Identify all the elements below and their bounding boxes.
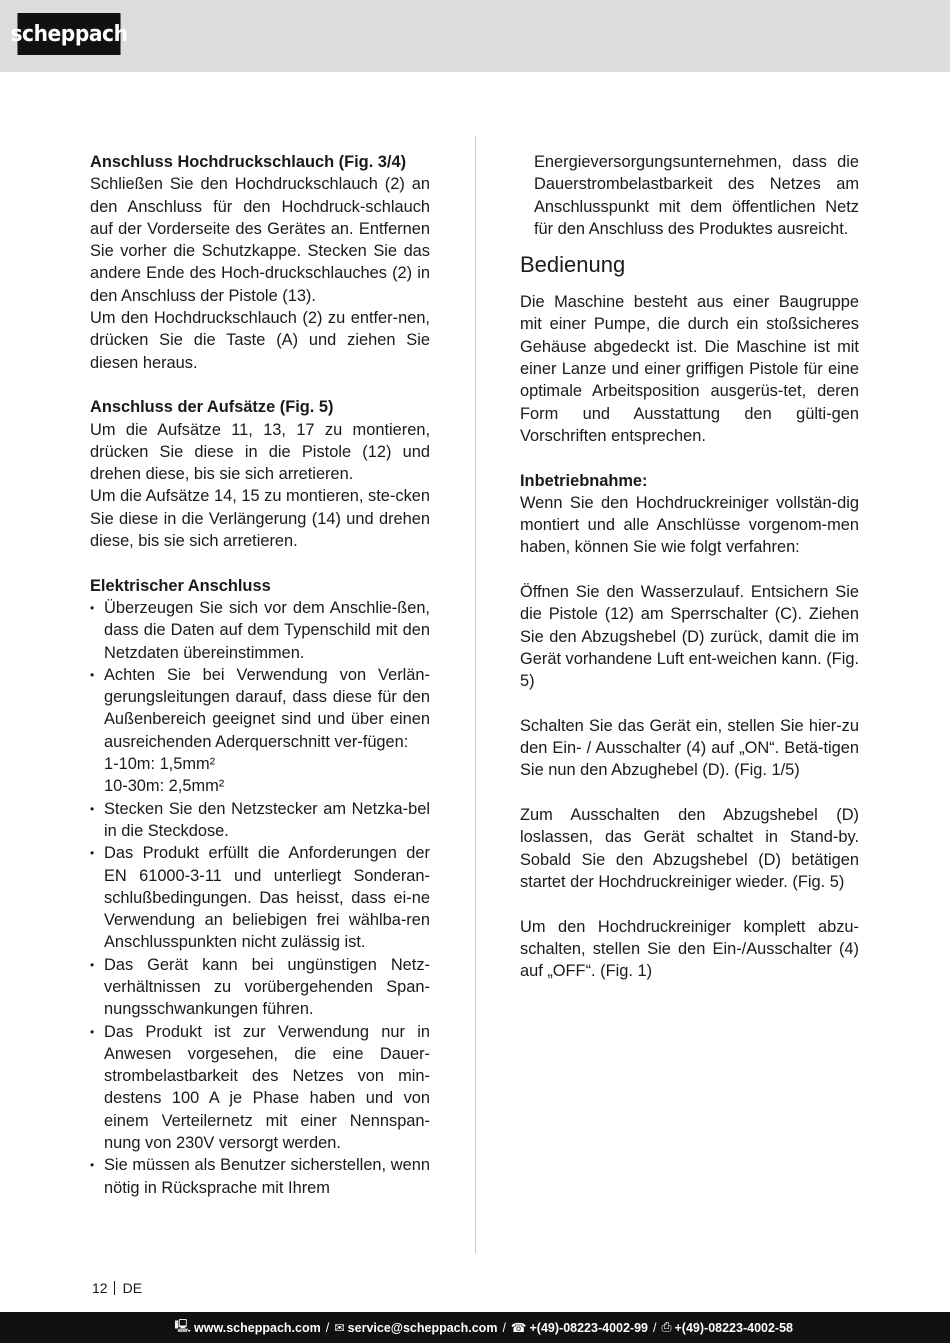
section-title-hose: Anschluss Hochdruckschlauch (Fig. 3/4) [90,153,407,171]
page-footer [92,1280,142,1296]
column-divider [475,136,476,1253]
list-item: • Sie müssen als Benutzer sicherstellen, wenn nötig in Rücksprache mit Ihrem [90,1154,430,1199]
paragraph: Öffnen Sie den Wasserzulauf. Entsichern Sie die Pistole (12) am Sperrschalter (C). Ziehen Sie den Abzugshebel (D) zurück, damit die im Gerät vorhandene Luft ent-weichen kann. (Fig. 5) [520,583,859,691]
list-item: • Das Produkt erfüllt die Anforderungen der EN 61000-3-11 und unterliegt Sonderan-schlußbedingungen. Das heisst, dass ei-ne Verwendung an beliebigen frei wählba-ren Anschlusspunkten nicht zulässig ist. [90,842,430,953]
section-title-electrical: Elektrischer Anschluss [90,576,271,595]
list-item: • Stecken Sie den Netzstecker am Netzka-bel in die Steckdose. [90,798,430,843]
phone-number: +(49)-08223-4002-99 [529,1320,648,1335]
paragraph-continued: Energieversorgungsunternehmen, dass die Dauerstrombelastbarkeit des Netzes am Anschlusspunkt mit dem öffentlichen Netz für den Anschluss des Produktes ausreicht. [534,153,859,238]
cable-spec-1: 1-10m: 1,5mm² [104,755,216,774]
fax-icon: ⎙ [661,1320,672,1334]
paragraph: Um die Aufsätze 14, 15 zu montieren, ste-cken Sie diese in die Verlängerung (14) und drehen diese, bis sie sich arretieren. [90,487,430,551]
contact-bar: 🖳 www.scheppach.com / ✉ service@scheppach.com / ☎ +(49)-08223-4002-99 / ⎙ +(49)-08223-4002-58 [0,1312,950,1343]
list-item: • Das Produkt ist zur Verwendung nur in Anwesen vorgesehen, die eine Dauer-strombelastbarkeit des Netzes von min-destens 100 A je Phase haben und von einem Verteilernetz mit einer Nennspan-nung von 230V versorgt werden. [90,1021,430,1155]
section-title-operation: Bedienung [520,252,626,278]
website-link[interactable]: www.scheppach.com [194,1320,321,1335]
paragraph: Um den Hochdruckreiniger komplett abzu-schalten, stellen Sie den Ein-/Ausschalter (4) auf „OFF“. (Fig. 1) [520,917,859,981]
paragraph: Schalten Sie das Gerät ein, stellen Sie hier-zu den Ein- / Ausschalter (4) auf „ON“. Betä-tigen Sie nun den Abzughebel (D). (Fig. 1/5) [520,716,859,780]
paragraph: Zum Ausschalten den Abzugshebel (D) loslassen, das Gerät schaltet in Stand-by. Sobald Sie den Abzugshebel (D) betätigen startet der Hochdruckreiniger wieder. (Fig. 5) [520,806,859,891]
list-item-text: Achten Sie bei Verwendung von Verlän-gerungsleitungen darauf, dass diese für den Außenbereich geeignet sind und über einen ausreichenden Aderquerschnitt ver-fügen: [104,665,430,751]
language-code: DE [122,1280,143,1296]
header-band [0,0,950,72]
list-item [90,664,430,753]
list-item: • Überzeugen Sie sich vor dem Anschlie-ßen, dass die Daten auf dem Typenschild mit den Netzdaten übereinstimmen. [90,597,430,664]
computer-icon: 🖳 [174,1319,192,1333]
right-column [520,151,859,982]
paragraph: Um die Aufsätze 11, 13, 17 zu montieren, drücken Sie diese in die Pistole (12) und drehen diese, bis sie sich arretieren. [90,420,430,484]
fax-number: +(49)-08223-4002-58 [674,1320,793,1335]
email-link[interactable]: service@scheppach.com [347,1320,498,1335]
bullet-list [90,597,430,1199]
page-number: 12 [92,1280,108,1296]
paragraph: Um den Hochdruckschlauch (2) zu entfer-nen, drücken Sie die Taste (A) und ziehen Sie diesen heraus. [90,309,430,372]
paragraph: Wenn Sie den Hochdruckreiniger vollstän-dig montiert und alle Anschlüsse vorgenom-men haben, können Sie wie folgt verfahren: [520,493,859,557]
cable-spec-2: 10-30m: 2,5mm² [104,777,225,796]
subsection-title-startup: Inbetriebnahme: [520,471,648,490]
paragraph: Die Maschine besteht aus einer Baugruppe mit einer Pumpe, die durch ein stoßsicheres Gehäuse abgedeckt ist. Die Maschine ist mit einer Lanze und einer griffigen Pistole für eine optimale Arbeitsposition ausgerüs-tet, deren Form und Ausstattung den gülti-gen Vorschriften entsprechen. [520,293,859,445]
divider [114,1281,115,1295]
left-column [90,151,430,1199]
phone-icon: ☎ [510,1321,527,1335]
email-icon: ✉ [334,1321,345,1335]
paragraph: Schließen Sie den Hochdruckschlauch (2) an den Anschluss für den Hochdruck-schlauch auf der Vorderseite des Gerätes an. Entfernen Sie vorher die Schutzkappe. Stecken Sie das andere Ende des Hoch-druckschlauches (2) in den Anschluss der Pistole (13). [90,175,430,305]
list-item: • Das Gerät kann bei ungünstigen Netz-verhältnissen zu vorübergehenden Span-nungsschwankungen führen. [90,954,430,1021]
section-title-attachments: Anschluss der Aufsätze (Fig. 5) [90,398,334,417]
scheppach-logo: scheppach [17,13,120,55]
